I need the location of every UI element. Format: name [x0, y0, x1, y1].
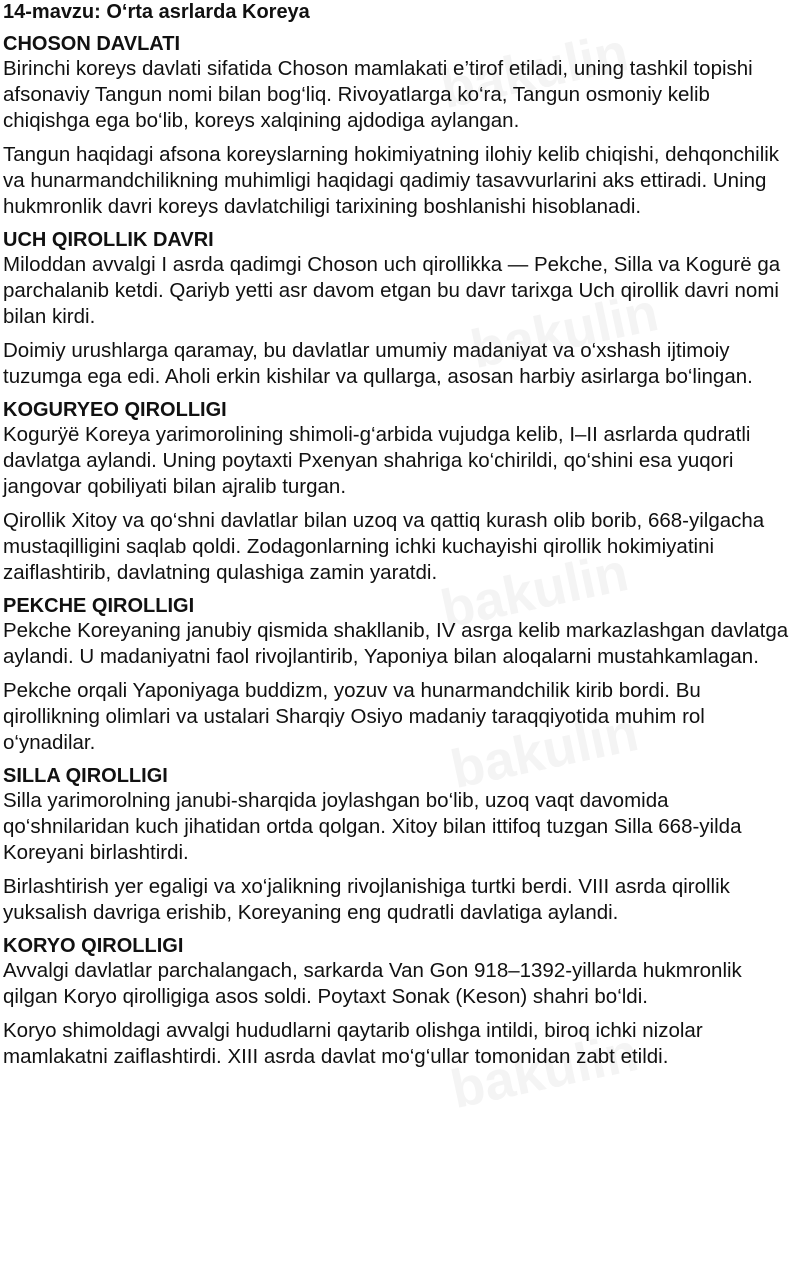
section-three-kingdoms [3, 228, 796, 390]
paragraph: Kogurÿë Koreya yarimorolining shimoli-g‘arbida vujudga kelib, I–II asrlarda qudratli davlatga aylandi. Uning poytaxti Pxenyan shahriga ko‘chirildi, qo‘shini esa yuqori jangovar qobiliyati bilan ajralib turgan. [3, 423, 751, 498]
paragraph: Tangun haqidagi afsona koreyslarning hokimiyatning ilohiy kelib chiqishi, dehqonchilik va hunarmandchilikning muhimligi haqidagi qadimiy tasavvurlarini aks ettiradi. Uning hukmronlik davri koreys davlatchiligi tarixining boshlanishi hisoblanadi. [3, 143, 780, 218]
watermark-text: bakulin [465, 282, 664, 380]
paragraph: Qirollik Xitoy va qo‘shni davlatlar bilan uzoq va qattiq kurash olib borib, 668-yilgacha mustaqilligini saqlab qoldi. Zodagonlarning ichki kuchayishi qirollik hokimiyatini zaiflashtirib, davlatning qulashiga zamin yaratdi. [3, 509, 765, 584]
section-heading: KOGURYEO QIROLLIGI [3, 399, 227, 421]
paragraph: Pekche orqali Yaponiyaga buddizm, yozuv va hunarmandchilik kirib bordi. Bu qirollikning olimlari va ustalari Sharqiy Osiyo madaniy taraqqiyotida muhim rol o‘ynadilar. [3, 679, 705, 754]
paragraph: Birinchi koreys davlati sifatida Choson mamlakati e’tirof etiladi, uning tashkil topishi afsonaviy Tangun nomi bilan bog‘liq. Rivoyatlarga ko‘ra, Tangun osmoniy kelib chiqishga ega bo‘lib, koreys xalqining ajdodiga aylangan. [3, 57, 753, 132]
paragraph: Doimiy urushlarga qaramay, bu davlatlar umumiy madaniyat va o‘xshash ijtimoiy tuzumga ega edi. Aholi erkin kishilar va qullarga, asosan harbiy asirlarga bo‘lingan. [3, 339, 753, 388]
paragraph: Silla yarimorolning janubi-sharqida joylashgan bo‘lib, uzoq vaqt davomida qo‘shnilaridan kuch jihatidan ortda qolgan. Xitoy bilan ittifoq tuzgan Silla 668-yilda Koreyani birlashtirdi. [3, 789, 742, 864]
section-pekche [3, 594, 796, 756]
page-title: 14-mavzu: O‘rta asrlarda Koreya [3, 1, 310, 23]
section-heading: PEKCHE QIROLLIGI [3, 595, 195, 617]
watermark-text: bakulin [435, 22, 634, 120]
section-heading: CHOSON DAVLATI [3, 33, 181, 55]
section-koryo [3, 934, 796, 1070]
paragraph: Pekche Koreyaning janubiy qismida shakllanib, IV asrga kelib markazlashgan davlatga aylandi. U madaniyatni faol rivojlantirib, Yaponiya bilan aloqalarni mustahkamlagan. [3, 619, 789, 668]
paragraph: Birlashtirish yer egaligi va xo‘jalikning rivojlanishiga turtki berdi. VIII asrda qirollik yuksalish davriga erishib, Koreyaning eng qudratli davlatiga aylandi. [3, 875, 730, 924]
paragraph: Avvalgi davlatlar parchalangach, sarkarda Van Gon 918–1392-yillarda hukmronlik qilgan Koryo qirolligiga asos soldi. Poytaxt Sonak (Keson) shahri bo‘ldi. [3, 959, 742, 1008]
section-heading: KORYO QIROLLIGI [3, 935, 184, 957]
section-heading: UCH QIROLLIK DAVRI [3, 229, 214, 251]
section-choson [3, 32, 796, 220]
watermark-text: bakulin [445, 1022, 644, 1120]
section-heading: SILLA QIROLLIGI [3, 765, 168, 787]
watermark-text: bakulin [435, 542, 634, 640]
section-silla [3, 764, 796, 926]
paragraph: Miloddan avvalgi I asrda qadimgi Choson uch qirollikka — Pekche, Silla va Kogurë ga parchalanib ketdi. Qariyb yetti asr davom etgan bu davr tarixga Uch qirollik davri nomi bilan kirdi. [3, 253, 781, 328]
paragraph: Koryo shimoldagi avvalgi hududlarni qaytarib olishga intildi, biroq ichki nizolar mamlakatni zaiflashtirdi. XIII asrda davlat mo‘g‘ullar tomonidan zabt etildi. [3, 1019, 703, 1068]
section-koguryeo [3, 398, 796, 586]
watermark-text: bakulin [445, 702, 644, 800]
